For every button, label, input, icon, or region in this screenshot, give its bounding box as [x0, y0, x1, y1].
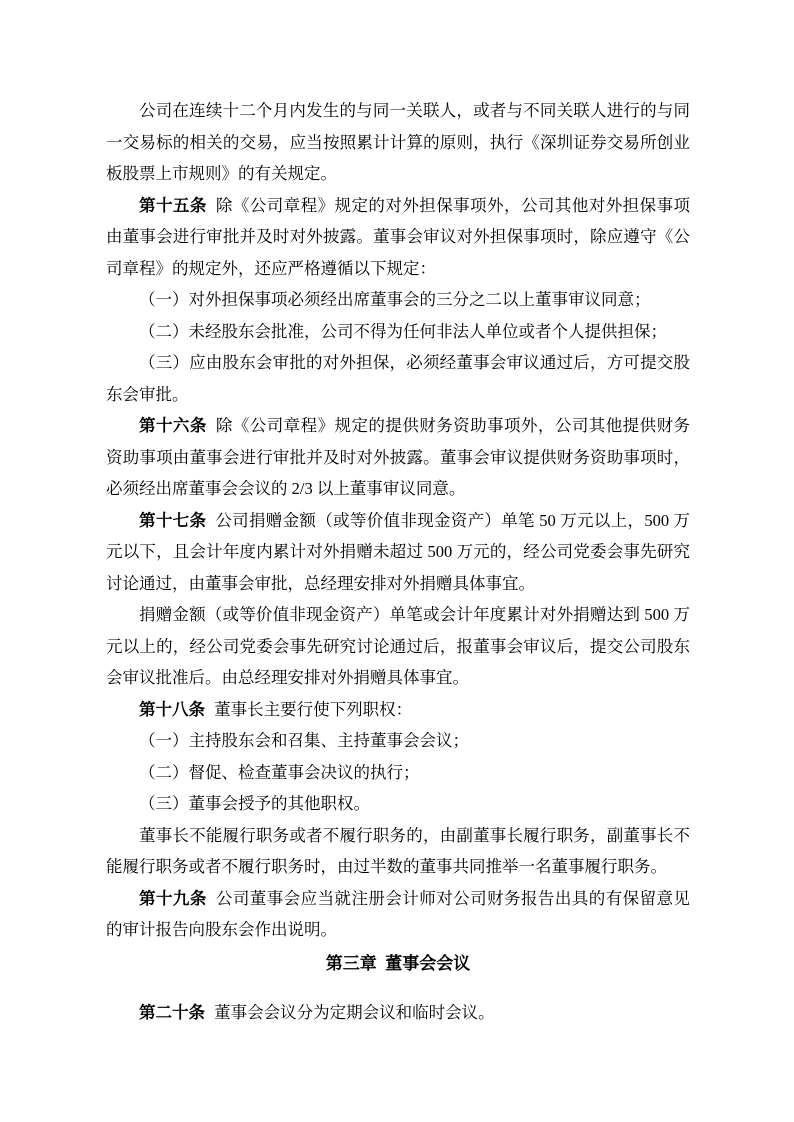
paragraph-text: 公司捐赠金额（或等价值非现金资产）单笔 50 万元以上，500 万元以下，且会计年度内累计对外捐赠未超过 500 万元的，经公司党委会事先研究讨论通过，由董事会审批，总经理安排对外捐赠具体事宜。	[106, 510, 691, 593]
paragraph-text: （二）未经股东会批准，公司不得为任何非法人单位或者个人提供担保；	[139, 321, 667, 341]
paragraph-text: 除《公司章程》规定的提供财务资助事项外，公司其他提供财务资助事项由董事会进行审批并及时对外披露。董事会审议提供财务资助事项时，必须经出席董事会会议的 2/3 以上董事审议同意。	[106, 416, 691, 498]
paragraph	[106, 997, 690, 1029]
paragraph-text: 捐赠金额（或等价值非现金资产）单笔或会计年度累计对外捐赠达到 500 万元以上的，经公司党委会事先研究讨论通过后，报董事会审议后，提交公司股东会审议批准后。由总经理安排对外捐赠具体事宜。	[106, 605, 690, 687]
list-item	[106, 347, 690, 410]
article-number: 第二十条	[139, 1003, 205, 1022]
paragraph-text: （一）对外担保事项必须经出席董事会的三分之二以上董事审议同意；	[139, 290, 651, 309]
article-number: 第十六条	[139, 416, 207, 435]
paragraph	[106, 820, 690, 883]
paragraph	[106, 410, 690, 505]
chapter-heading: 第三章 董事会会议	[325, 953, 471, 973]
article-number: 第十五条	[139, 195, 207, 215]
paragraph-text: 董事长主要行使下列职权：	[214, 699, 413, 719]
paragraph-text: （二）督促、检查董事会决议的执行；	[139, 762, 420, 782]
paragraph	[106, 599, 690, 694]
list-item	[106, 316, 690, 348]
list-item	[106, 757, 690, 789]
paragraph	[106, 190, 690, 285]
article-number: 第十七条	[139, 510, 207, 530]
list-item	[106, 725, 690, 757]
paragraph-text: 公司在连续十二个月内发生的与同一关联人，或者与不同关联人进行的与同一交易标的相关的交易，应当按照累计计算的原则，执行《深圳证券交易所创业板股票上市规则》的有关规定。	[106, 101, 690, 183]
list-item	[106, 788, 690, 820]
list-item	[106, 284, 690, 316]
paragraph	[106, 95, 690, 190]
paragraph-text: （三）董事会授予的其他职权。	[139, 794, 370, 813]
paragraph-text: 董事长不能履行职务或者不履行职务的，由副董事长履行职务，副董事长不能履行职务或者不履行职务时，由过半数的董事共同推举一名董事履行职务。	[106, 825, 690, 876]
paragraph	[106, 694, 690, 726]
paragraph-text: 除《公司章程》规定的对外担保事项外，公司其他对外担保事项由董事会进行审批并及时对外披露。董事会审议对外担保事项时，除应遵守《公司章程》的规定外，还应严格遵循以下规定：	[106, 195, 691, 278]
article-number: 第十八条	[139, 699, 205, 719]
article-number: 第十九条	[139, 888, 207, 908]
paragraph	[106, 505, 690, 600]
paragraph-text: 董事会会议分为定期会议和临时会议。	[214, 1003, 495, 1022]
paragraph	[106, 883, 690, 946]
paragraph-text: 公司董事会应当就注册会计师对公司财务报告出具的有保留意见的审计报告向股东会作出说明。	[106, 888, 691, 939]
paragraph-text: （三）应由股东会审批的对外担保，必须经董事会审议通过后，方可提交股东会审批。	[106, 353, 690, 404]
paragraph-text: （一）主持股东会和召集、主持董事会会议；	[139, 731, 469, 750]
